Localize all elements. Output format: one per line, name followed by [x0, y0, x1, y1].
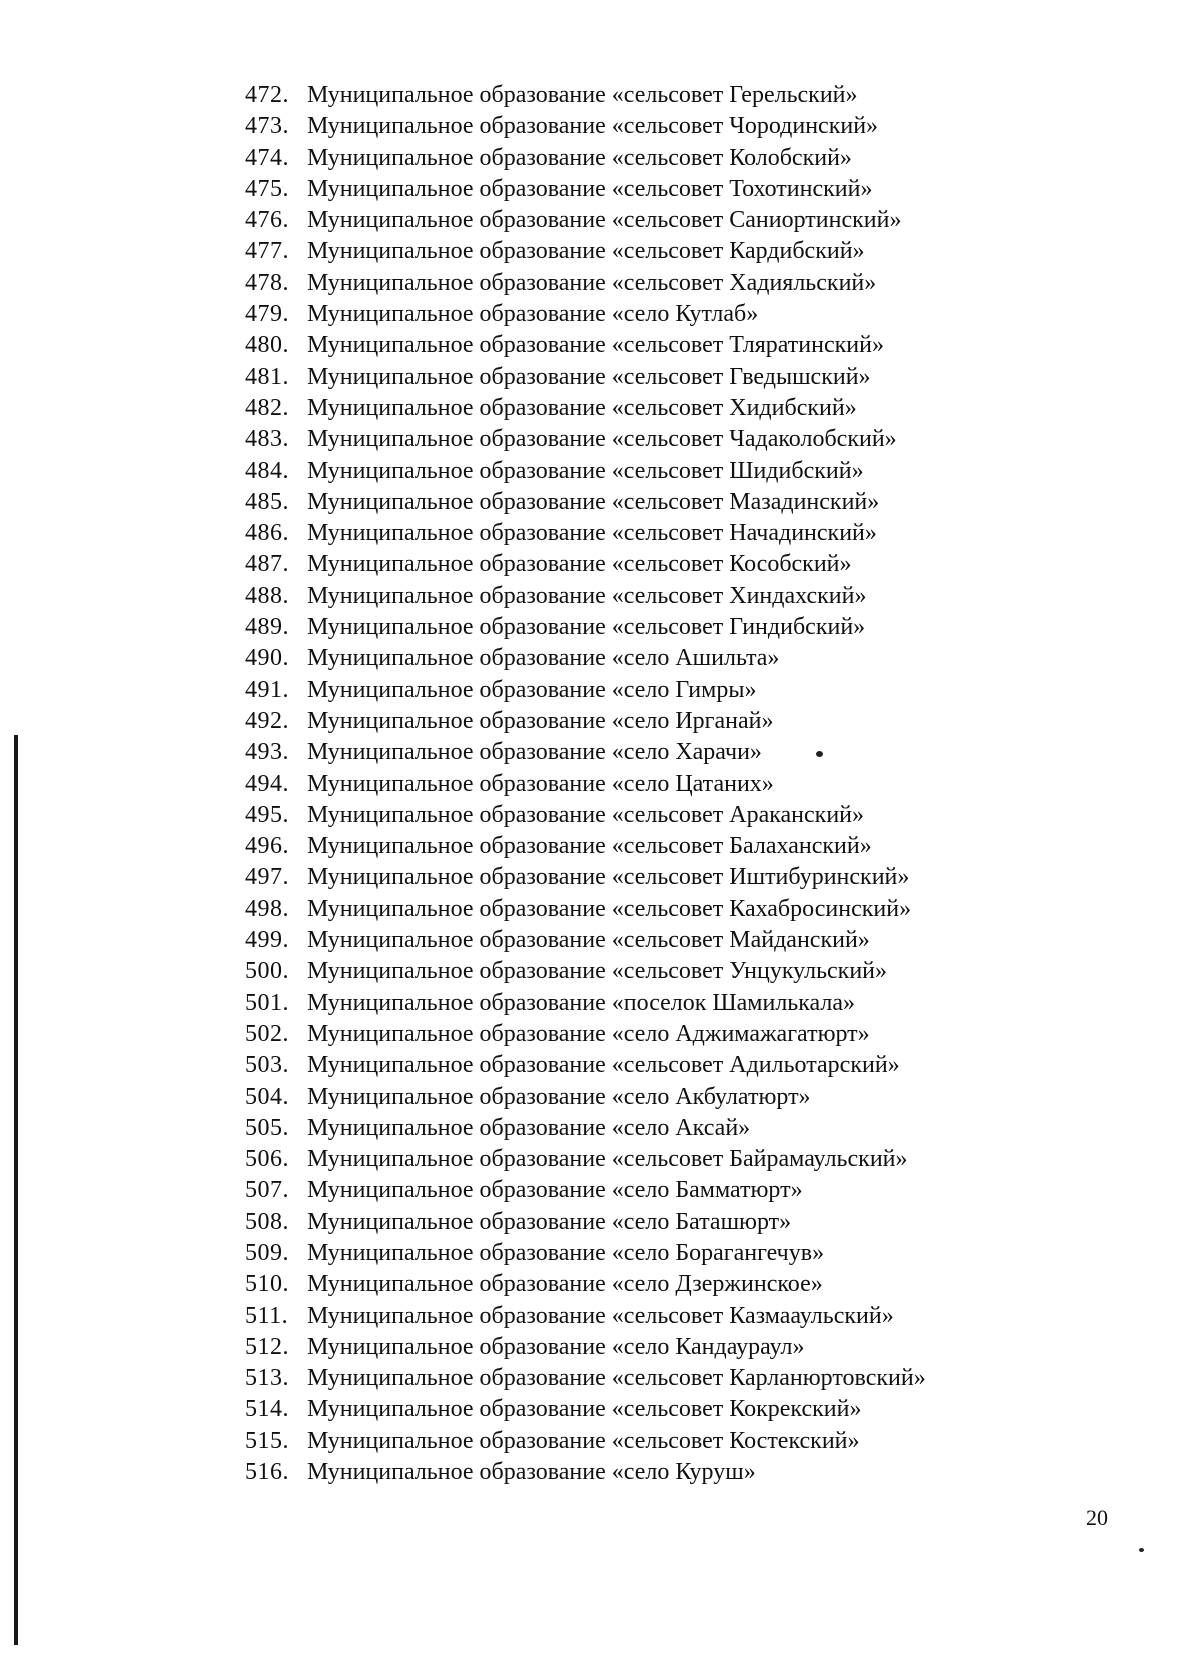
list-item — [245, 1269, 1125, 1300]
list-item-number: 500. — [245, 958, 289, 985]
list-item — [245, 1332, 1125, 1363]
list-item — [245, 518, 1125, 549]
list-item-text: Муниципальное образование «сельсовет Начадинский» — [307, 520, 877, 547]
list-item-number: 492. — [245, 707, 289, 734]
list-item — [245, 862, 1125, 893]
list-item — [245, 1301, 1125, 1332]
list-item-text: Муниципальное образование «сельсовет Казмааульский» — [307, 1302, 894, 1329]
list-item — [245, 675, 1125, 706]
list-item — [245, 1394, 1125, 1425]
list-item-text: Муниципальное образование «сельсовет Тляратинский» — [307, 332, 884, 359]
list-item-text: Муниципальное образование «село Куруш» — [307, 1459, 756, 1486]
list-item — [245, 1207, 1125, 1238]
list-item — [245, 769, 1125, 800]
list-item — [245, 299, 1125, 330]
list-item-text: Муниципальное образование «сельсовет Адильотарский» — [307, 1052, 900, 1079]
list-item — [245, 1082, 1125, 1113]
list-item-number: 476. — [245, 207, 289, 234]
list-item-number: 487. — [245, 551, 289, 578]
list-item-number: 505. — [245, 1114, 289, 1141]
list-item-text: Муниципальное образование «сельсовет Шидибский» — [307, 457, 864, 484]
scan-speck — [1139, 1548, 1144, 1552]
scan-speck — [816, 751, 823, 757]
list-item-text: Муниципальное образование «село Баташюрт» — [307, 1208, 792, 1235]
list-item-number: 499. — [245, 927, 289, 954]
list-item — [245, 925, 1125, 956]
list-item-number: 495. — [245, 801, 289, 828]
list-item-text: Муниципальное образование «сельсовет Колобский» — [307, 144, 852, 171]
list-item — [245, 1113, 1125, 1144]
list-item — [245, 737, 1125, 768]
list-item-text: Муниципальное образование «сельсовет Тохотинский» — [307, 175, 873, 202]
list-item-number: 498. — [245, 895, 289, 922]
list-item-text: Муниципальное образование «сельсовет Майданский» — [307, 927, 870, 954]
list-item-text: Муниципальное образование «сельсовет Хадияльский» — [307, 269, 877, 296]
list-item — [245, 988, 1125, 1019]
list-item-text: Муниципальное образование «село Кутлаб» — [307, 301, 759, 328]
list-item-text: Муниципальное образование «сельсовет Кахабросинский» — [307, 895, 912, 922]
list-item-number: 504. — [245, 1083, 289, 1110]
list-item — [245, 456, 1125, 487]
list-item-text: Муниципальное образование «сельсовет Карланюртовский» — [307, 1365, 926, 1392]
list-item — [245, 831, 1125, 862]
list-item-number: 479. — [245, 301, 289, 328]
list-item-text: Муниципальное образование «сельсовет Унцукульский» — [307, 958, 888, 985]
list-item — [245, 1426, 1125, 1457]
list-item-number: 494. — [245, 770, 289, 797]
list-item-number: 516. — [245, 1459, 289, 1486]
list-item — [245, 1457, 1125, 1488]
list-item-text: Муниципальное образование «сельсовет Кокрекский» — [307, 1396, 862, 1423]
list-item-text: Муниципальное образование «сельсовет Чородинский» — [307, 113, 879, 140]
list-item-number: 513. — [245, 1365, 289, 1392]
list-item-text: Муниципальное образование «сельсовет Саниортинский» — [307, 207, 902, 234]
list-item-number: 489. — [245, 614, 289, 641]
list-item — [245, 1050, 1125, 1081]
list-item — [245, 706, 1125, 737]
list-item — [245, 643, 1125, 674]
list-item-text: Муниципальное образование «сельсовет Костекский» — [307, 1427, 860, 1454]
list-item — [245, 393, 1125, 424]
list-item-text: Муниципальное образование «село Борагангечув» — [307, 1239, 825, 1266]
list-item-number: 486. — [245, 520, 289, 547]
municipality-list — [245, 80, 1125, 1488]
list-item-number: 515. — [245, 1427, 289, 1454]
list-item — [245, 1363, 1125, 1394]
list-item — [245, 612, 1125, 643]
list-item-number: 507. — [245, 1177, 289, 1204]
list-item — [245, 236, 1125, 267]
list-item-text: Муниципальное образование «сельсовет Хидибский» — [307, 394, 857, 421]
list-item-number: 509. — [245, 1239, 289, 1266]
list-item-text: Муниципальное образование «сельсовет Герельский» — [307, 82, 858, 108]
list-item-text: Муниципальное образование «село Кандаураул» — [307, 1333, 805, 1360]
page-number: 20 — [1086, 1505, 1108, 1530]
list-item-text: Муниципальное образование «сельсовет Кардибский» — [307, 238, 865, 265]
list-item-text: Муниципальное образование «село Цатаних» — [307, 770, 774, 797]
list-item-number: 512. — [245, 1333, 289, 1360]
list-item-text: Муниципальное образование «село Гимры» — [307, 676, 757, 703]
list-item — [245, 205, 1125, 236]
list-item-number: 497. — [245, 864, 289, 891]
list-item-number: 478. — [245, 269, 289, 296]
list-item — [245, 1144, 1125, 1175]
list-item-text: Муниципальное образование «село Акбулатюрт» — [307, 1083, 811, 1110]
list-item — [245, 143, 1125, 174]
list-item-number: 503. — [245, 1052, 289, 1079]
list-item-text: Муниципальное образование «село Ирганай» — [307, 707, 774, 734]
list-item — [245, 1175, 1125, 1206]
list-item — [245, 330, 1125, 361]
list-item-number: 514. — [245, 1396, 289, 1423]
list-item — [245, 487, 1125, 518]
list-item-number: 491. — [245, 676, 289, 703]
list-item-text: Муниципальное образование «село Аджимажагатюрт» — [307, 1020, 870, 1047]
list-item-number: 484. — [245, 457, 289, 484]
list-item — [245, 894, 1125, 925]
list-item-text: Муниципальное образование «сельсовет Балаханский» — [307, 833, 872, 860]
list-item-number: 508. — [245, 1208, 289, 1235]
list-item — [245, 174, 1125, 205]
list-item-text: Муниципальное образование «поселок Шамилькала» — [307, 989, 856, 1016]
list-item-number: 490. — [245, 645, 289, 672]
list-item — [245, 80, 1125, 111]
list-item-number: 475. — [245, 175, 289, 202]
list-item-text: Муниципальное образование «сельсовет Хиндахский» — [307, 582, 867, 609]
list-item-number: 473. — [245, 113, 289, 140]
scan-margin-line — [14, 735, 18, 1645]
list-item-number: 474. — [245, 144, 289, 171]
list-item-number: 488. — [245, 582, 289, 609]
list-item-number: 472. — [245, 82, 289, 108]
list-item-text: Муниципальное образование «село Ашильта» — [307, 645, 780, 672]
list-item — [245, 549, 1125, 580]
list-item-text: Муниципальное образование «село Аксай» — [307, 1114, 751, 1141]
list-item-text: Муниципальное образование «сельсовет Иштибуринский» — [307, 864, 910, 891]
list-item-number: 506. — [245, 1146, 289, 1173]
list-item-text: Муниципальное образование «сельсовет Чадаколобский» — [307, 426, 897, 453]
list-item — [245, 581, 1125, 612]
list-item-number: 511. — [245, 1302, 289, 1329]
list-item-number: 485. — [245, 488, 289, 515]
list-item — [245, 424, 1125, 455]
list-item-text: Муниципальное образование «село Бамматюрт» — [307, 1177, 803, 1204]
list-item-text: Муниципальное образование «сельсовет Байрамаульский» — [307, 1146, 908, 1173]
list-item-text: Муниципальное образование «сельсовет Гведышский» — [307, 363, 871, 390]
list-item-text: Муниципальное образование «сельсовет Мазадинский» — [307, 488, 880, 515]
list-item — [245, 1238, 1125, 1269]
list-item-text: Муниципальное образование «сельсовет Араканский» — [307, 801, 865, 828]
list-item — [245, 362, 1125, 393]
list-item-number: 482. — [245, 394, 289, 421]
list-item-text: Муниципальное образование «сельсовет Гиндибский» — [307, 614, 866, 641]
list-item — [245, 111, 1125, 142]
list-item — [245, 956, 1125, 987]
list-item-number: 481. — [245, 363, 289, 390]
list-item-number: 480. — [245, 332, 289, 359]
list-item-text: Муниципальное образование «село Дзержинское» — [307, 1271, 823, 1298]
list-item-number: 510. — [245, 1271, 289, 1298]
list-item-number: 502. — [245, 1020, 289, 1047]
list-item-number: 477. — [245, 238, 289, 265]
list-item — [245, 800, 1125, 831]
list-item — [245, 268, 1125, 299]
list-item-number: 501. — [245, 989, 289, 1016]
list-item-number: 496. — [245, 833, 289, 860]
list-item-number: 493. — [245, 739, 289, 766]
list-item-number: 483. — [245, 426, 289, 453]
list-item-text: Муниципальное образование «село Харачи» — [307, 739, 762, 766]
list-item — [245, 1019, 1125, 1050]
list-item-text: Муниципальное образование «сельсовет Кособский» — [307, 551, 852, 578]
